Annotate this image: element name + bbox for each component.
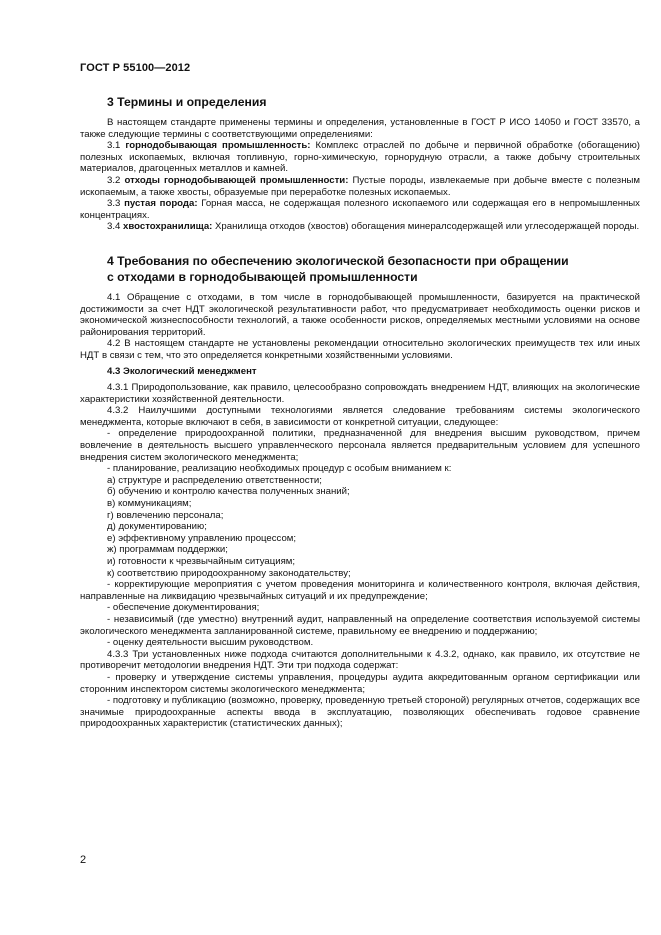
- term-3-1: [80, 140, 640, 175]
- item-verification: - проверку и утверждение системы управления, процедуры аудита аккредитованным органом сертификации или сторонним инспектором системы экологического менеджмента;: [80, 671, 640, 695]
- term-name: пустая порода:: [124, 198, 198, 210]
- list-item: г) вовлечению персонала;: [107, 509, 224, 521]
- term-3-2: [80, 175, 640, 198]
- term-name: отходы горнодобывающей промышленности:: [124, 174, 349, 186]
- list-item: е) эффективному управлению процессом;: [107, 532, 297, 544]
- term-number: 3.4: [107, 221, 124, 233]
- section-3-title: 3 Термины и определения: [107, 95, 267, 109]
- document-body: [80, 94, 640, 730]
- section-3-intro: В настоящем стандарте применены термины и определения, установленные в ГОСТ Р ИСО 14050 и ГОСТ 33570, а также следующие термины с соответствующими определениями:: [80, 117, 640, 140]
- term-definition: Горная масса, не содержащая полезного ископаемого или содержащая его в непромышленных концентрациях.: [80, 198, 640, 221]
- paragraph-4-3-1: 4.3.1 Природопользование, как правило, целесообразно сопровождать внедрением НДТ, влияющих на экологические характеристики хозяйственной деятельности.: [80, 382, 640, 405]
- item-policy: - определение природоохранной политики, предназначенной для внедрения высшим руководством, причем вовлечение в деятельность высшего управленческого персонала является предварительным условием для успешного внедрения систем экологического менеджмента;: [80, 428, 640, 463]
- term-3-4: [80, 221, 640, 233]
- term-definition: Комплекс отраслей по добыче и первичной обработке (обогащению) полезных ископаемых, включая топливную, горно-химическую, горнорудную отрасли, а также добычу строительных материалов, драгоценных металлов и камней.: [80, 140, 640, 175]
- list-item: д) документированию;: [107, 521, 207, 533]
- document-code-header: ГОСТ Р 55100—2012: [80, 62, 191, 74]
- item-publication: - подготовку и публикацию (возможно, проверку, проведенную третьей стороной) регулярных отчетов, содержащих все значимые природоохранные аспекты ввода в эксплуатацию, позволяющих обеспечивать годовое сравнение природоохранных характеристик (статистических данных);: [80, 695, 640, 730]
- term-name: горнодобывающая промышленность:: [125, 140, 311, 152]
- term-definition: Хранилища отходов (хвостов) обогащения минералсодержащей или углесодержащей породы.: [212, 221, 640, 233]
- item-internal-audit: - независимый (где уместно) внутренний аудит, направленный на определение соответствия используемой системы экологического менеджмента запланированной системе, правильному ее внедрению и поддержанию;: [80, 613, 640, 637]
- term-number: 3.1: [107, 140, 126, 152]
- list-item: к) соответствию природоохранному законодательству;: [107, 567, 351, 579]
- paragraph-4-3-2: 4.3.2 Наилучшими доступными технологиями является следование требованиям системы экологического менеджмента, которые включают в себя, в зависимости от конкретной ситуации, следующее:: [80, 405, 640, 428]
- paragraph-4-2: 4.2 В настоящем стандарте не установлены рекомендации относительно экологических преимуществ тех или иных НДТ в связи с тем, что это определяется конкретными хозяйственными условиями.: [80, 338, 640, 361]
- paragraph-4-3-3: 4.3.3 Три установленных ниже подхода считаются дополнительными к 4.3.2, однако, как правило, их отсутствие не противоречит методологии внедрения НДТ. Эти три подхода содержат:: [80, 648, 640, 672]
- list-item: б) обучению и контролю качества полученных знаний;: [107, 486, 350, 498]
- term-number: 3.2: [107, 174, 125, 186]
- item-planning: - планирование, реализацию необходимых процедур с особым вниманием к:: [107, 463, 452, 475]
- item-management-review: - оценку деятельности высшим руководством.: [107, 637, 314, 649]
- list-item: а) структуре и распределению ответственности;: [107, 474, 322, 486]
- term-name: хвостохранилища:: [123, 221, 213, 233]
- section-4-title-line-2: с отходами в горнодобывающей промышленности: [107, 269, 418, 284]
- list-item: ж) программам поддержки;: [107, 544, 228, 556]
- item-documentation: - обеспечение документирования;: [107, 602, 260, 614]
- list-item: и) готовности к чрезвычайным ситуациям;: [107, 556, 296, 567]
- paragraph-4-1: 4.1 Обращение с отходами, в том числе в горнодобывающей промышленности, базируется на практической достижимости за счет НДТ экологической результативности работ, что предусматривает необходимость оценки рисков и экономической жизнеспособности технологий, а также особенности рисков, определяемых местными условиями на основе районирования территорий.: [80, 291, 640, 338]
- term-definition: Пустые породы, извлекаемые при добыче вместе с полезным ископаемым, а также хвосты, образуемые при переработке полезных ископаемых.: [80, 174, 640, 198]
- list-item: в) коммуникациям;: [107, 498, 192, 510]
- item-corrective-actions: - корректирующие мероприятия с учетом проведения мониторинга и количественного контроля, включая действия, направленные на ликвидацию чрезвычайных ситуаций и их предупреждение;: [80, 579, 640, 602]
- page-number: 2: [80, 854, 87, 866]
- subheading-4-3: 4.3 Экологический менеджмент: [107, 365, 257, 377]
- term-number: 3.3: [107, 198, 125, 210]
- section-4-title-line-1: 4 Требования по обеспечению экологической безопасности при обращении: [107, 253, 569, 268]
- section-4-title: [80, 253, 640, 285]
- term-3-3: [80, 198, 640, 221]
